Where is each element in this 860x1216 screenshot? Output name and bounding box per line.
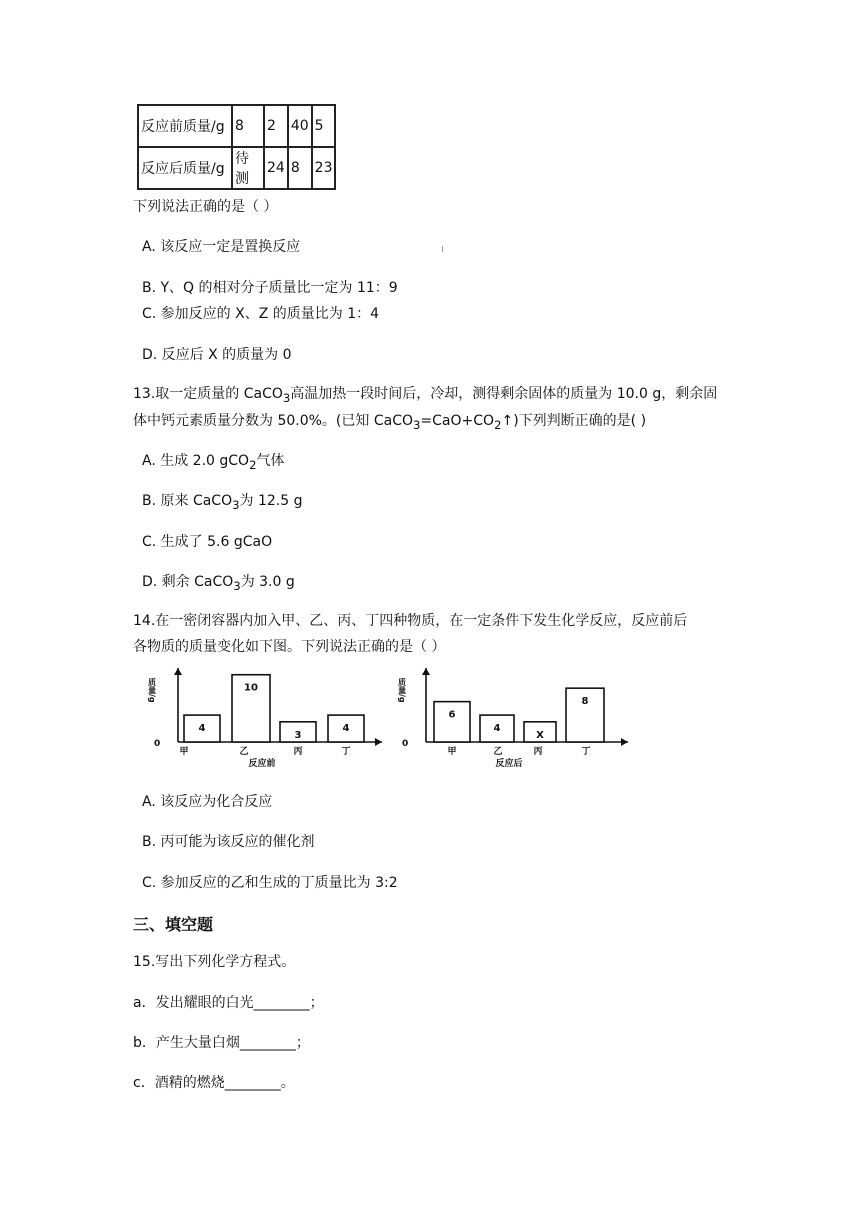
x-axis-arrow: [375, 738, 382, 746]
chart-before: [140, 660, 410, 770]
y-axis-label: 质量/g: [397, 678, 407, 703]
table-cell: 2: [264, 105, 288, 147]
stray-mark: [442, 246, 443, 252]
q12-option-c: C. 参加反应的 X、Z 的质量比为 1：4: [142, 306, 380, 322]
table-row: [138, 105, 335, 147]
table-cell: 8: [288, 147, 312, 189]
y-axis-label: 质量/g: [147, 678, 157, 703]
q15-item-c: c．酒精的燃烧________。: [133, 1075, 295, 1091]
q14-option-a: A. 该反应为化合反应: [142, 794, 273, 810]
category-label: 乙: [239, 747, 249, 757]
origin-label: 0: [402, 739, 409, 749]
table-cell: 8: [232, 105, 264, 147]
q13-option-d: D. 剩余 CaCO$_3$为 3.0 g: [142, 574, 295, 593]
row-label: 反应后质量/g: [138, 147, 232, 189]
category-label: 丁: [581, 747, 591, 757]
q12-option-d: D. 反应后 X 的质量为 0: [142, 347, 292, 363]
row-label: 反应前质量/g: [138, 105, 232, 147]
q14-prompt-line2: 各物质的质量变化如下图。下列说法正确的是（ ）: [133, 639, 446, 655]
category-label: 丙: [293, 747, 303, 757]
bar-value-label: 4: [342, 723, 350, 735]
category-label: 甲: [179, 747, 189, 757]
category-label: 乙: [493, 747, 503, 757]
category-label: 甲: [447, 747, 457, 757]
chart-title: 反应后: [495, 759, 523, 769]
q13-prompt-line2: 体中钙元素质量分数为 50.0%。(已知 $CaCO_3=CaO+CO_2↑$)下列判断正确的是( ): [133, 413, 647, 432]
table-cell: 5: [312, 105, 336, 147]
bar-value-label: X: [536, 729, 544, 741]
q12-option-a: A. 该反应一定是置换反应: [142, 239, 301, 255]
chart-after: [390, 660, 640, 770]
origin-label: 0: [154, 739, 161, 749]
q13-option-b: B. 原来 CaCO$_3$为 12.5 g: [142, 493, 303, 512]
q13-prompt-line1: 13.取一定质量的 CaCO$_3$高温加热一段时间后，冷却，测得剩余固体的质量为 10.0 g，剩余固: [133, 386, 718, 405]
q13-option-c: C. 生成了 5.6 gCaO: [142, 534, 273, 550]
category-label: 丙: [533, 747, 543, 757]
bar-value-label: 8: [581, 696, 589, 708]
q12-option-b: B. Y、Q 的相对分子质量比一定为 11：9: [142, 280, 398, 296]
bar-value-label: 10: [244, 682, 258, 694]
bar-value-label: 4: [198, 723, 206, 735]
q14-option-b: B. 丙可能为该反应的催化剂: [142, 834, 315, 850]
bar: [434, 702, 470, 742]
category-label: 丁: [341, 747, 351, 757]
chart-title: 反应前: [248, 759, 276, 769]
table-row: [138, 147, 335, 189]
y-axis-arrow: [422, 668, 430, 675]
section-title: 三、填空题: [133, 915, 214, 934]
table-cell: 24: [264, 147, 288, 189]
q14-prompt-line1: 14.在一密闭容器内加入甲、乙、丙、丁四种物质，在一定条件下发生化学反应，反应前后: [133, 613, 688, 629]
q15-prompt: 15.写出下列化学方程式。: [133, 954, 296, 970]
mass-table: [137, 104, 336, 190]
table-cell: 待测: [232, 147, 264, 189]
y-axis-arrow: [174, 668, 182, 675]
q13-option-a: A. 生成 2.0 gCO$_2$气体: [142, 453, 285, 472]
table-cell: 40: [288, 105, 312, 147]
bar-value-label: 4: [493, 723, 501, 735]
q15-item-a: a．发出耀眼的白光________；: [133, 995, 324, 1011]
x-axis-arrow: [621, 738, 628, 746]
q15-item-b: b．产生大量白烟________；: [133, 1035, 310, 1051]
table-cell: 23: [312, 147, 336, 189]
bar-value-label: 3: [294, 729, 302, 741]
q14-option-c: C. 参加反应的乙和生成的丁质量比为 3:2: [142, 875, 398, 891]
bar-value-label: 6: [448, 709, 456, 721]
q12-prompt: 下列说法正确的是（ ）: [133, 199, 278, 215]
